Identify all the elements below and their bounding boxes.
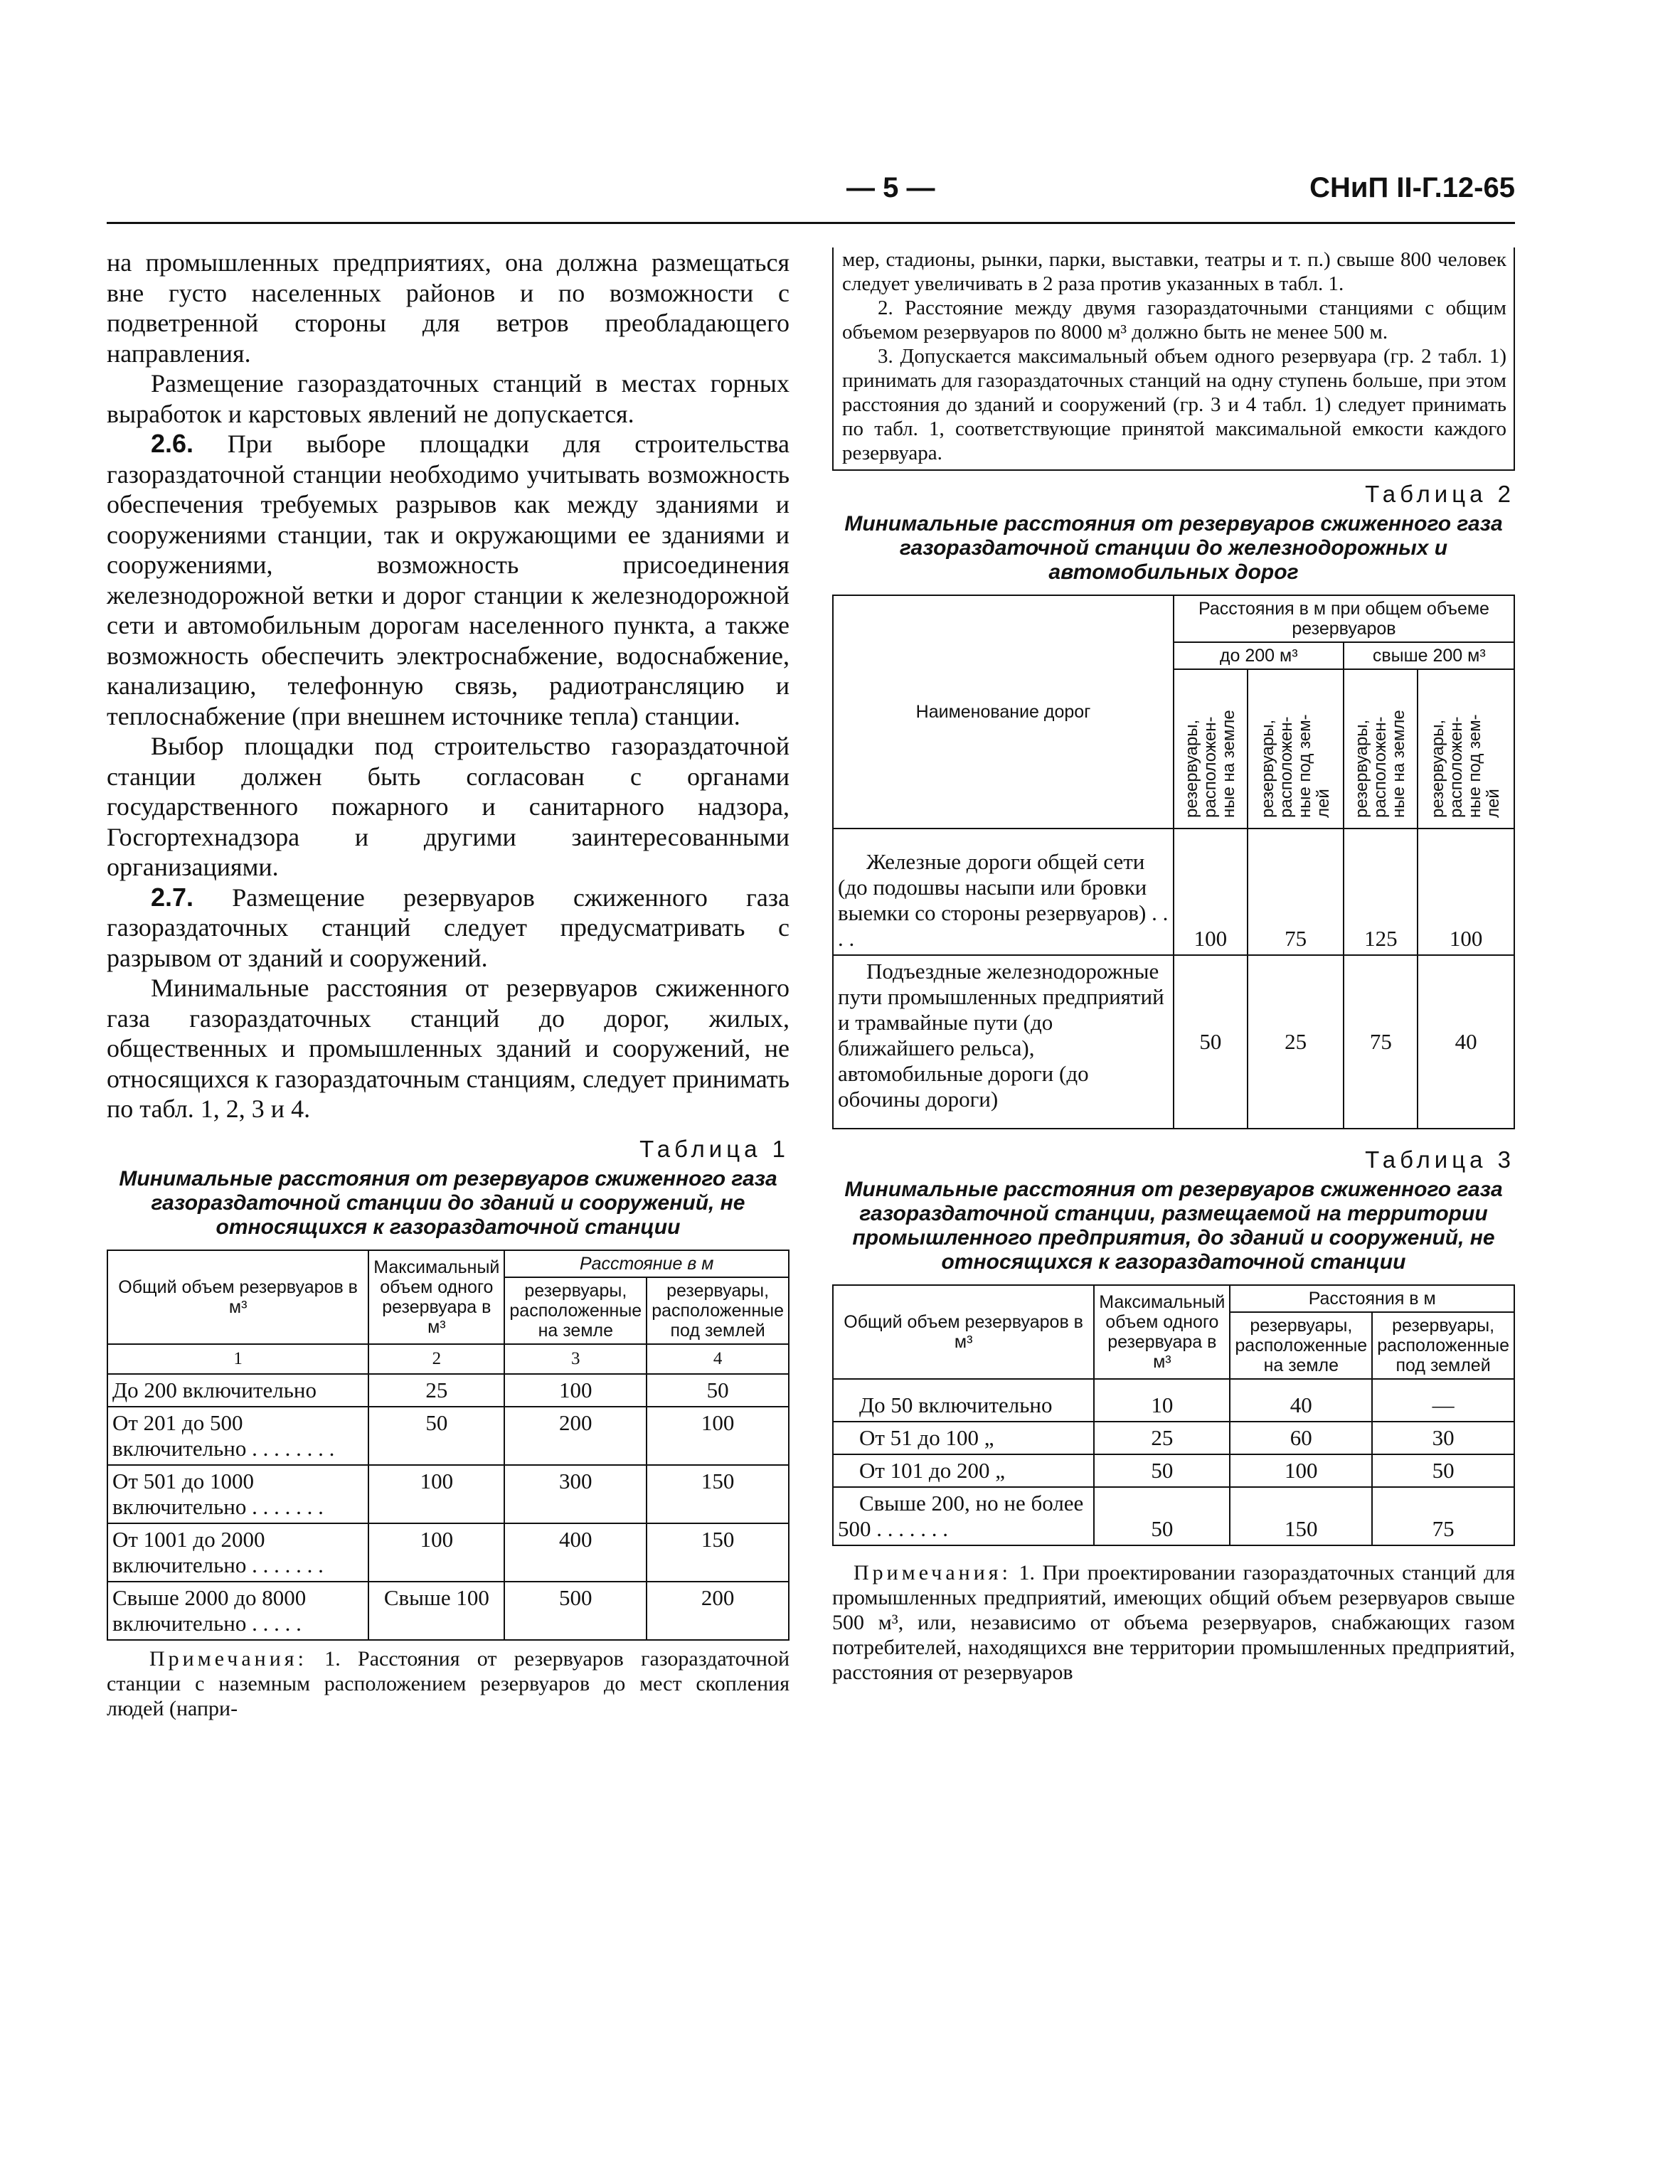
table-2-title: Минимальные расстояния от резервуаров сжиженного газа газораздаточной станции до железнодорожных и автомобильных дорог — [844, 512, 1503, 584]
table-2-header-under-2: резервуары, расположен- ные под зем- лей — [1428, 714, 1504, 818]
page-header — [107, 172, 1515, 224]
row-under: 200 — [647, 1582, 789, 1640]
row-name: От 501 до 1000 включительно . . . . . . . — [107, 1465, 368, 1523]
table-1-colnum-2: 2 — [368, 1344, 504, 1374]
table-3-header-ground: резервуары, расположенные на земле — [1230, 1312, 1372, 1379]
row-name: До 50 включительно — [833, 1379, 1094, 1422]
table-2-header-over-200: свыше 200 м³ — [1344, 642, 1514, 669]
row-under: 30 — [1372, 1422, 1514, 1454]
row-ground: 400 — [504, 1523, 647, 1582]
document-id: СНиП II-Г.12-65 — [1309, 172, 1515, 203]
row-max: 50 — [1094, 1487, 1230, 1545]
table-2-header-ground-1: резервуары, расположен- ные на земле — [1181, 710, 1238, 818]
table-3-title: Минимальные расстояния от резервуаров сжиженного газа газораздаточной станции, размещаемой на территории промышленного предприятия, до зданий и сооружений, не относящихся к газораздаточной станции — [844, 1178, 1503, 1274]
table-row — [107, 1407, 789, 1465]
row-value-b: 25 — [1248, 955, 1344, 1129]
row-max: 100 — [368, 1465, 504, 1523]
table-2-label: Таблица 2 — [1365, 481, 1515, 507]
table-row — [833, 1422, 1514, 1454]
paragraph-4: Выбор площадки под строительство газораздаточной станции должен быть согласован с органами государственного пожарного и санитарного надзора, Госгортехнадзора и другими заинтересованными организациями. — [107, 732, 790, 881]
row-ground: 200 — [504, 1407, 647, 1465]
row-ground: 40 — [1230, 1379, 1372, 1422]
row-value-d: 100 — [1418, 829, 1514, 955]
table-3-header-max: Максимальный объем одного резервуара в м³ — [1094, 1285, 1230, 1379]
table-row — [107, 1582, 789, 1640]
table-3-note-label: Примечания: — [854, 1561, 1011, 1584]
row-max: 100 — [368, 1523, 504, 1582]
row-value-c: 75 — [1344, 955, 1418, 1129]
section-number-2-6: 2.6. — [151, 429, 194, 458]
table-1-note — [107, 1646, 790, 1721]
row-name: Свыше 200, но не более 500 . . . . . . . — [833, 1487, 1094, 1545]
row-name: До 200 включительно — [107, 1374, 368, 1407]
row-under: 100 — [647, 1407, 789, 1465]
paragraph-2-7 — [107, 883, 790, 974]
row-name: От 201 до 500 включительно . . . . . . . . — [107, 1407, 368, 1465]
table-1-header-distance: Расстояние в м — [504, 1250, 789, 1277]
table-row — [833, 1379, 1514, 1422]
note-2: 2. Расстояние между двумя газораздаточными станциями с общим объемом резервуаров по 8000 м³ должно быть не менее 500 м. — [842, 297, 1506, 343]
table-3-note — [832, 1560, 1515, 1685]
row-ground: 150 — [1230, 1487, 1372, 1545]
row-max: 25 — [368, 1374, 504, 1407]
table-1 — [107, 1250, 790, 1641]
row-under: 150 — [647, 1465, 789, 1523]
table-3-header-under: резервуары, расположенные под землей — [1372, 1312, 1514, 1379]
row-max: 50 — [368, 1407, 504, 1465]
row-value-c: 125 — [1344, 829, 1418, 955]
row-under: 50 — [1372, 1454, 1514, 1487]
table-row — [833, 1487, 1514, 1545]
table-1-notes-continued — [832, 247, 1515, 471]
table-1-colnum-1: 1 — [107, 1344, 368, 1374]
table-1-header-volume: Общий объем резервуаров в м³ — [107, 1250, 368, 1344]
table-row — [107, 1523, 789, 1582]
row-max: Свыше 100 — [368, 1582, 504, 1640]
table-2-header-roads: Наименование дорог — [833, 595, 1174, 829]
table-row — [107, 1465, 789, 1523]
note-3: 3. Допускается максимальный объем одного резервуара (гр. 2 табл. 1) принимать для газораздаточных станций на одну ступень больше, при этом расстояния до зданий и сооружений (гр. 3 и 4 табл. 1) следует принимать по табл. 1, соответствующие принятой максимальной емкости каждого резервуара. — [842, 345, 1506, 464]
table-3-header-distance: Расстояния в м — [1230, 1285, 1514, 1312]
table-1-note-text: 1. Расстояния от резервуаров газораздаточной станции с наземным расположением резервуаров до мест скопления людей (напри- — [107, 1646, 790, 1720]
table-1-header-max: Максимальный объем одного резервуара в м³ — [368, 1250, 504, 1344]
row-name: Подъездные железнодорожные пути промышленных предприятий и трамвайные пути (до ближайшего рельса), автомобильные дороги (до обочины дороги) — [833, 955, 1174, 1129]
table-row — [833, 1454, 1514, 1487]
paragraph-1: на промышленных предприятиях, она должна размещаться вне густо населенных районов и по возможности с подветренной стороны для ветров преобладающего направления. — [107, 248, 790, 368]
row-under: 50 — [647, 1374, 789, 1407]
row-name: От 51 до 100 „ — [833, 1422, 1094, 1454]
row-max: 50 — [1094, 1454, 1230, 1487]
table-1-note-label: Примечания: — [149, 1646, 307, 1671]
table-3 — [832, 1284, 1515, 1546]
section-number-2-7: 2.7. — [151, 882, 194, 912]
table-1-colnum-3: 3 — [504, 1344, 647, 1374]
row-name: От 101 до 200 „ — [833, 1454, 1094, 1487]
table-3-note-text: 1. При проектировании газораздаточных станций для промышленных предприятий, имеющих общий объем резервуаров свыше 500 м³, или, независимо от объема резервуаров, снабжающих газом потребителей, находящихся вне территории промышленных предприятий, расстояния от резервуаров — [832, 1561, 1516, 1684]
table-row — [833, 829, 1514, 955]
row-value-b: 75 — [1248, 829, 1344, 955]
row-name: От 1001 до 2000 включительно . . . . . . . — [107, 1523, 368, 1582]
row-ground: 60 — [1230, 1422, 1372, 1454]
table-row — [107, 1374, 789, 1407]
table-2-header-under-1: резервуары, расположен- ные под зем- лей — [1258, 714, 1333, 818]
note-1-continued: мер, стадионы, рынки, парки, выставки, театры и т. п.) свыше 800 человек следует увеличивать в 2 раза против указанных в табл. 1. — [842, 248, 1506, 295]
page-number: — 5 — — [846, 172, 935, 203]
row-ground: 500 — [504, 1582, 647, 1640]
row-under: — — [1372, 1379, 1514, 1422]
table-2-header-distance: Расстояния в м при общем объеме резервуаров — [1174, 595, 1514, 642]
row-name: Железные дороги общей сети (до подошвы насыпи или бровки выемки со стороны резервуаров) . . . . — [833, 829, 1174, 955]
row-name: Свыше 2000 до 8000 включительно . . . . . — [107, 1582, 368, 1640]
row-ground: 100 — [504, 1374, 647, 1407]
row-ground: 300 — [504, 1465, 647, 1523]
row-value-a: 100 — [1174, 829, 1248, 955]
row-max: 25 — [1094, 1422, 1230, 1454]
table-row — [833, 955, 1514, 1129]
row-value-a: 50 — [1174, 955, 1248, 1129]
paragraph-2-7-text: Размещение резервуаров сжиженного газа газораздаточных станций следует предусматривать с разрывом от зданий и сооружений. — [107, 883, 790, 972]
paragraph-6: Минимальные расстояния от резервуаров сжиженного газа газораздаточных станций до дорог, жилых, общественных и промышленных зданий и сооружений, не относящихся к газораздаточным станциям, следует принимать по табл. 1, 2, 3 и 4. — [107, 974, 790, 1123]
table-3-header-volume: Общий объем резервуаров в м³ — [833, 1285, 1094, 1379]
table-1-label: Таблица 1 — [639, 1135, 790, 1162]
table-1-header-ground: резервуары, расположенные на земле — [504, 1277, 647, 1344]
row-ground: 100 — [1230, 1454, 1372, 1487]
left-column — [107, 247, 790, 1721]
row-under: 75 — [1372, 1487, 1514, 1545]
table-1-title: Минимальные расстояния от резервуаров сжиженного газа газораздаточной станции до зданий и сооружений, не относящихся к газораздаточной станции — [119, 1166, 777, 1239]
right-column — [832, 247, 1515, 1685]
table-1-colnum-4: 4 — [647, 1344, 789, 1374]
table-1-header-under: резервуары, расположенные под землей — [647, 1277, 789, 1344]
table-2-header-ground-2: резервуары, расположен- ные на земле — [1352, 710, 1409, 818]
row-under: 150 — [647, 1523, 789, 1582]
left-body-text — [107, 247, 790, 1124]
row-value-d: 40 — [1418, 955, 1514, 1129]
paragraph-2-6 — [107, 429, 790, 731]
paragraph-2: Размещение газораздаточных станций в местах горных выработок и карстовых явлений не допускается. — [107, 369, 790, 428]
table-2-header-upto-200: до 200 м³ — [1174, 642, 1344, 669]
table-2 — [832, 595, 1515, 1129]
table-3-label: Таблица 3 — [1365, 1146, 1515, 1173]
row-max: 10 — [1094, 1379, 1230, 1422]
paragraph-2-6-text: При выборе площадки для строительства газораздаточной станции необходимо учитывать возможность обеспечения требуемых разрывов как между зданиями и сооружениями станции, так и окружающими ее зданиями и сооружениями, возможность присоединения железнодорожной ветки и дорог станции к железнодорожной сети и автомобильным дорогам населенного пункта, а также возможность обеспечить электроснабжение, водоснабжение, канализацию, телефонную связь, радиотрансляцию и теплоснабжение (при внешнем источнике тепла) станции. — [107, 430, 790, 730]
